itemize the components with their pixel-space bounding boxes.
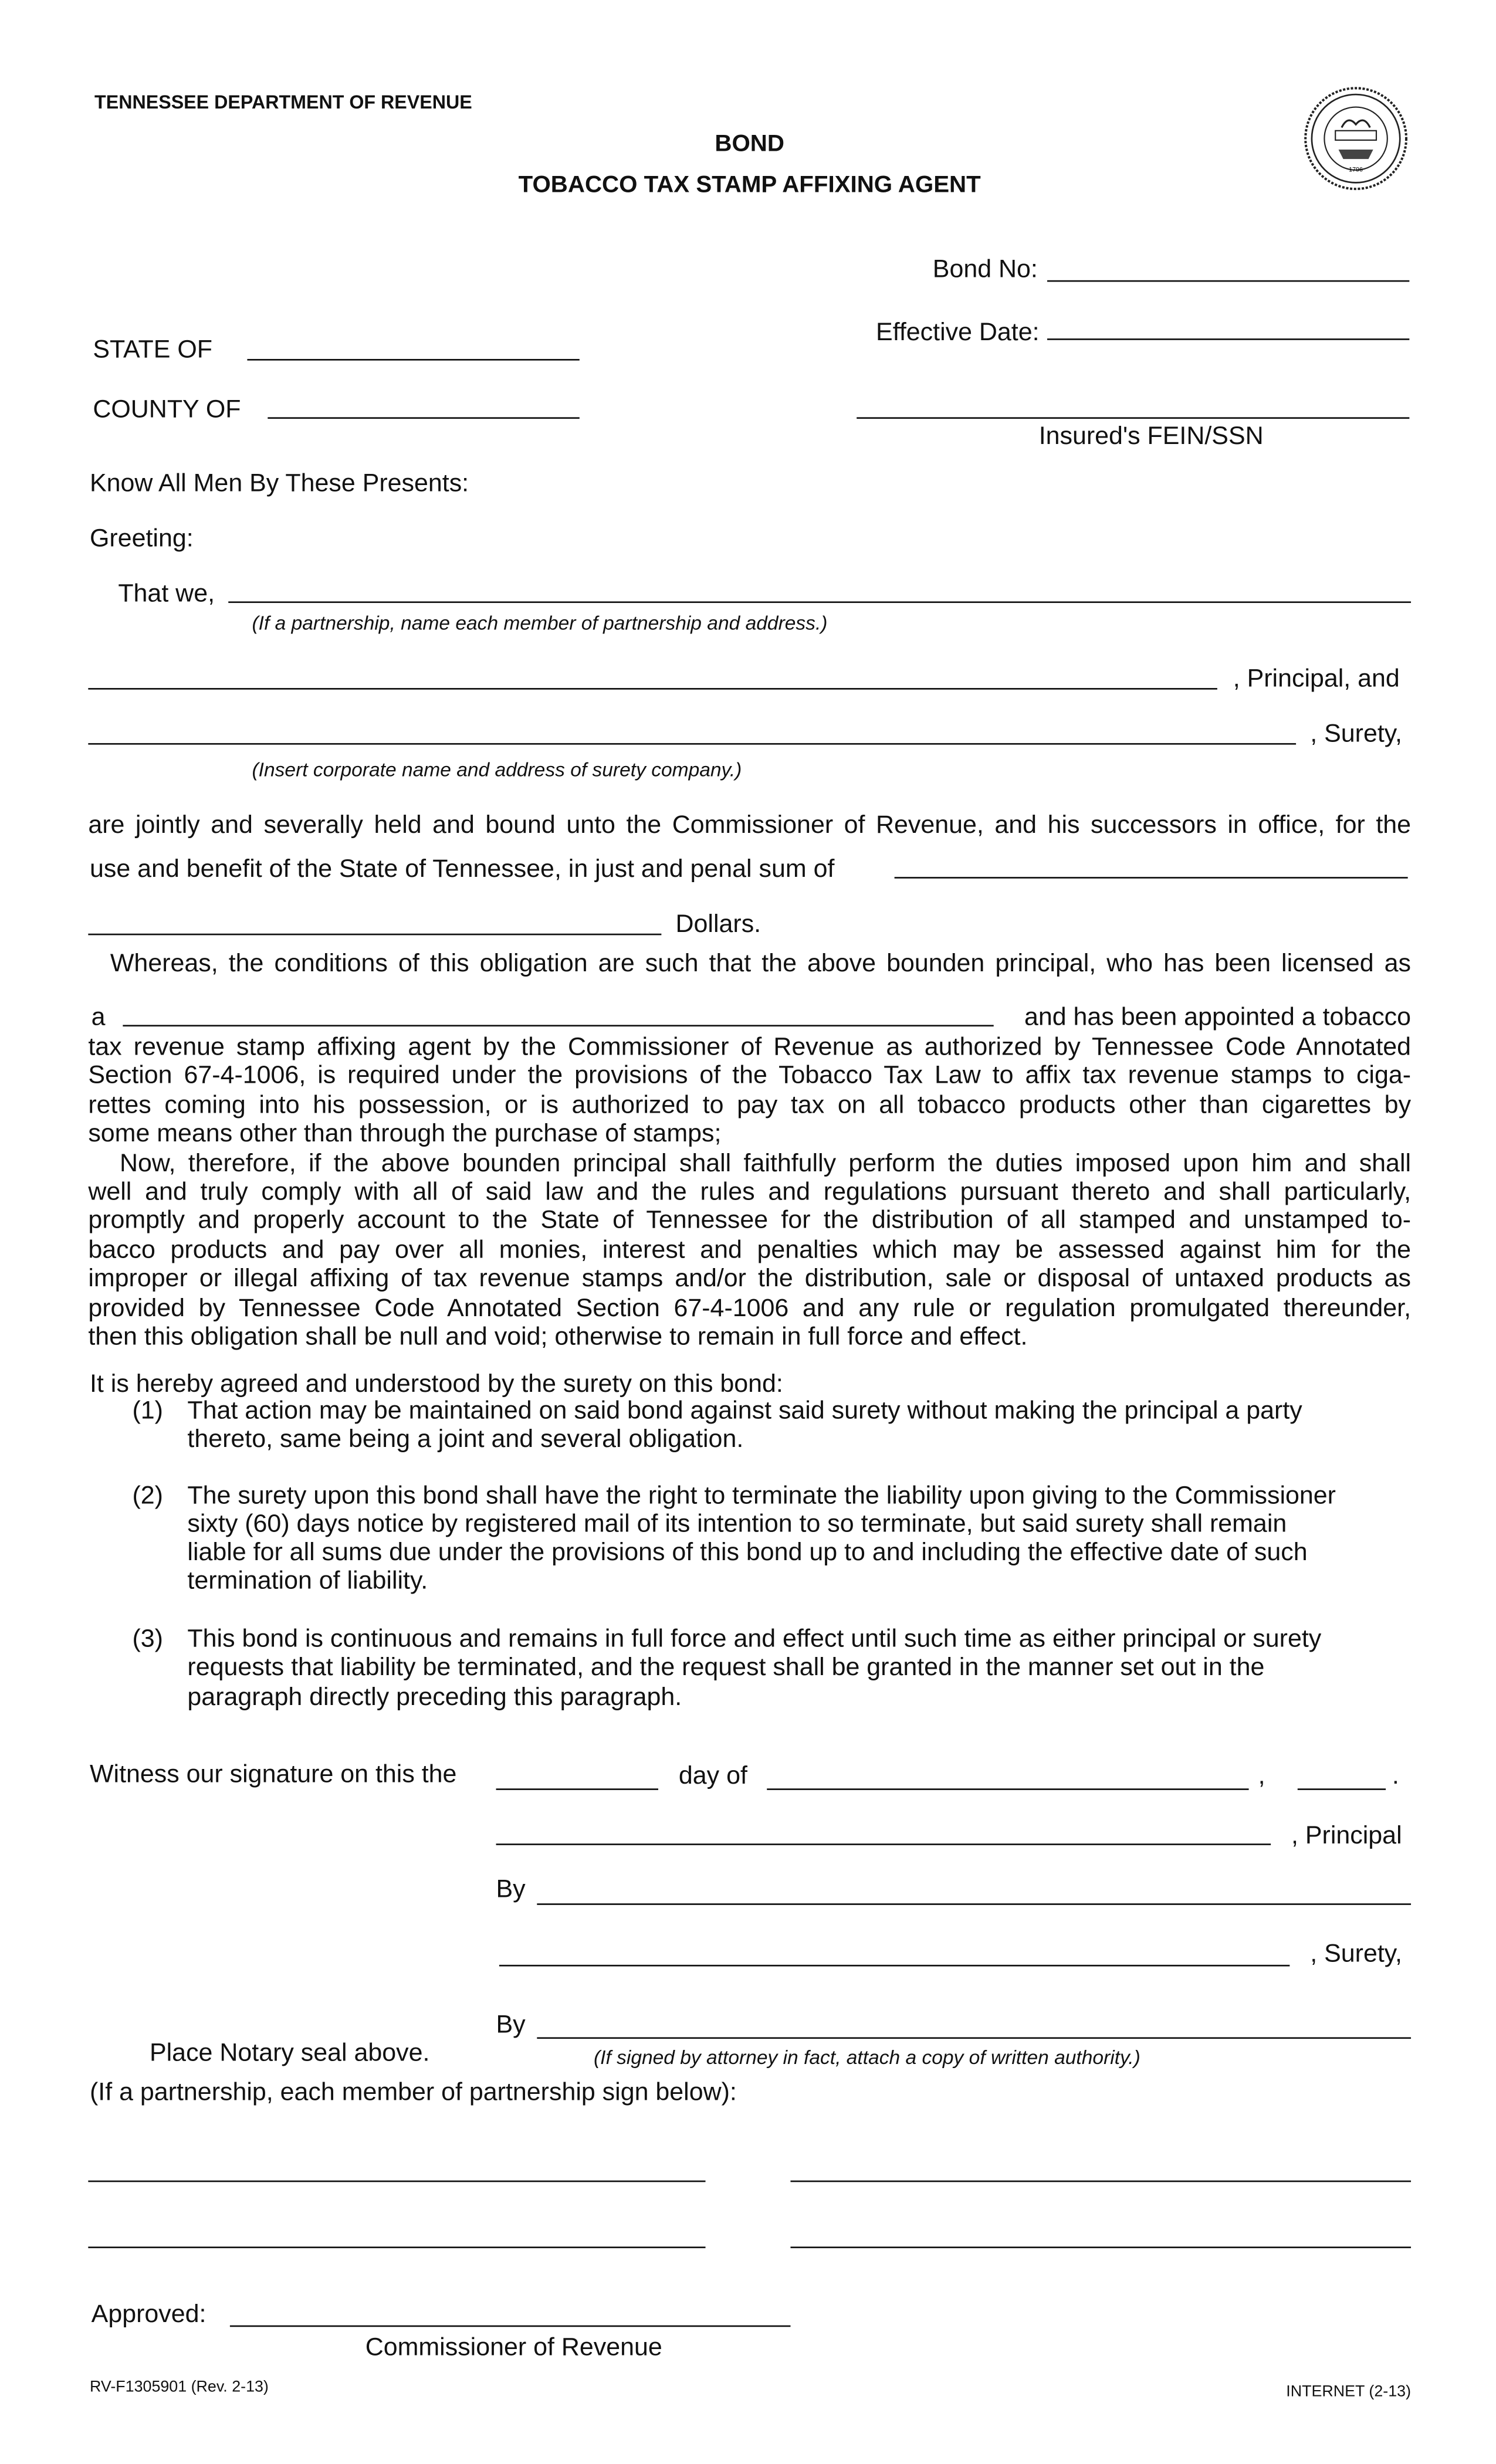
condition-line: liable for all sums due under the provisions of this bond up to and including the effective date of such [187,1540,1308,1567]
form-number: RV-F1305901 (Rev. 2-13) [89,2378,269,2397]
principal-signature-label: , Principal [1291,1823,1402,1850]
state-of-field[interactable] [247,359,579,361]
body-line: improper or illegal affixing of tax revenue stamps and/or the distribution, sale or disposal of untaxed products as [88,1266,1412,1293]
condition-number: (2) [132,1483,163,1510]
body-line: rettes coming into his possession, or is authorized to pay tax on all tobacco products other than cigarettes by [88,1092,1412,1119]
county-of-field[interactable] [268,417,579,419]
agreed-text: It is hereby agreed and understood by the surety on this bond: [89,1371,783,1398]
state-of-label: STATE OF [93,337,212,364]
body-line: provided by Tennessee Code Annotated Section 67-4-1006 and any rule or regulation promulgated thereunder, [88,1295,1412,1322]
surety-signature-label: , Surety, [1310,1941,1402,1968]
principal-field[interactable] [88,688,1217,690]
whereas-text: Whereas, the conditions of this obligation are such that the above bounden principal, who has been licensed as [110,951,1412,978]
condition-number: (1) [132,1398,163,1425]
surety-by-field[interactable] [537,2037,1411,2039]
form-subtitle: TOBACCO TAX STAMP AFFIXING AGENT [518,171,981,199]
partnership-note: (If a partnership, name each member of partnership and address.) [252,612,828,635]
condition-number: (3) [132,1626,163,1653]
condition-line: sixty (60) days notice by registered mail of its intention to so terminate, but said surety shall remain [187,1511,1287,1538]
witness-label: Witness our signature on this the [89,1761,457,1789]
by-label: By [496,1876,526,1904]
surety-field[interactable] [88,743,1296,745]
dollars-label: Dollars. [675,911,761,938]
surety-label: , Surety, [1310,721,1402,748]
condition-line: This bond is continuous and remains in full force and effect until such time as either principal or surety [187,1626,1322,1653]
condition-line: That action may be maintained on said bond against said surety without making the principal a party [187,1398,1302,1425]
body-line: some means other than through the purchase of stamps; [88,1121,722,1148]
body-line: then this obligation shall be null and void; otherwise to remain in full force and effect. [88,1324,1028,1351]
dollars-field[interactable] [88,934,661,936]
notary-seal-note: Place Notary seal above. [149,2040,430,2068]
form-title: BOND [715,130,784,158]
condition-line: paragraph directly preceding this paragraph. [187,1685,682,1711]
month-field[interactable] [767,1788,1248,1790]
that-we-label: That we, [118,581,215,608]
partner-signature-field[interactable] [790,2181,1411,2182]
principal-signature-field[interactable] [496,1843,1271,1845]
body-line: Section 67-4-1006, is required under the provisions of the Tobacco Tax Law to affix tax revenue stamps to ciga- [88,1063,1412,1090]
partner-signature-field[interactable] [88,2246,705,2248]
approved-label: Approved: [91,2302,207,2329]
body-line: well and truly comply with all of said law and the rules and regulations pursuant thereto and shall particularly, [88,1179,1412,1206]
body-line: Now, therefore, if the above bounden principal shall faithfully perform the duties imposed upon him and shall [119,1150,1412,1177]
body-line: promptly and properly account to the State of Tennessee for the distribution of all stamped and unstamped to- [88,1208,1412,1235]
condition-line: The surety upon this bond shall have the right to terminate the liability upon giving to the Commissioner [187,1483,1336,1510]
body-line: bacco products and pay over all monies, interest and penalties which may be assessed against him for the [88,1237,1412,1264]
know-all-men-text: Know All Men By These Presents: [89,470,469,498]
jointly-bound-text: are jointly and severally held and bound unto the Commissioner of Revenue, and his successors in office, for the [88,812,1412,839]
day-field[interactable] [496,1788,658,1790]
bond-no-field[interactable] [1047,280,1409,282]
partner-signature-field[interactable] [790,2246,1411,2248]
day-of-label: day of [678,1763,747,1790]
by-label: By [496,2012,526,2039]
a-label: a [91,1004,106,1032]
effective-date-field[interactable] [1047,338,1409,340]
fein-ssn-label: Insured's FEIN/SSN [1038,423,1264,450]
period: . [1392,1763,1399,1790]
surety-note: (Insert corporate name and address of surety company.) [252,758,742,781]
approved-field[interactable] [230,2326,791,2327]
year-field[interactable] [1298,1788,1386,1790]
comma: , [1258,1763,1265,1790]
partnership-sign-note: (If a partnership, each member of partnership sign below): [89,2079,737,2107]
bond-no-label: Bond No: [932,256,1038,284]
principal-and-label: , Principal, and [1233,666,1400,693]
principal-name-field[interactable] [228,601,1411,603]
attorney-note: (If signed by attorney in fact, attach a copy of written authority.) [593,2046,1140,2069]
surety-signature-field[interactable] [499,1965,1289,1967]
tennessee-state-seal-icon [1304,87,1408,191]
penal-sum-text: use and benefit of the State of Tennessee, in just and penal sum of [89,856,835,883]
svg-text:1796: 1796 [1349,166,1363,174]
greeting-text: Greeting: [89,526,194,553]
body-line: tax revenue stamp affixing agent by the Commissioner of Revenue as authorized by Tennessee Code Annotated [88,1034,1412,1062]
commissioner-label: Commissioner of Revenue [365,2334,662,2362]
license-type-field[interactable] [123,1025,993,1026]
internet-version: INTERNET (2-13) [1286,2383,1412,2401]
condition-line: termination of liability. [187,1568,428,1595]
penal-sum-field[interactable] [895,877,1408,879]
principal-by-field[interactable] [537,1903,1411,1905]
appointed-text: and has been appointed a tobacco [1024,1004,1412,1032]
fein-ssn-field[interactable] [857,417,1409,419]
department-name: TENNESSEE DEPARTMENT OF REVENUE [94,91,472,114]
condition-line: thereto, same being a joint and several obligation. [187,1426,744,1453]
county-of-label: COUNTY OF [93,396,241,424]
condition-line: requests that liability be terminated, and the request shall be granted in the manner set out in the [187,1655,1265,1682]
effective-date-label: Effective Date: [876,319,1040,347]
partner-signature-field[interactable] [88,2181,705,2182]
